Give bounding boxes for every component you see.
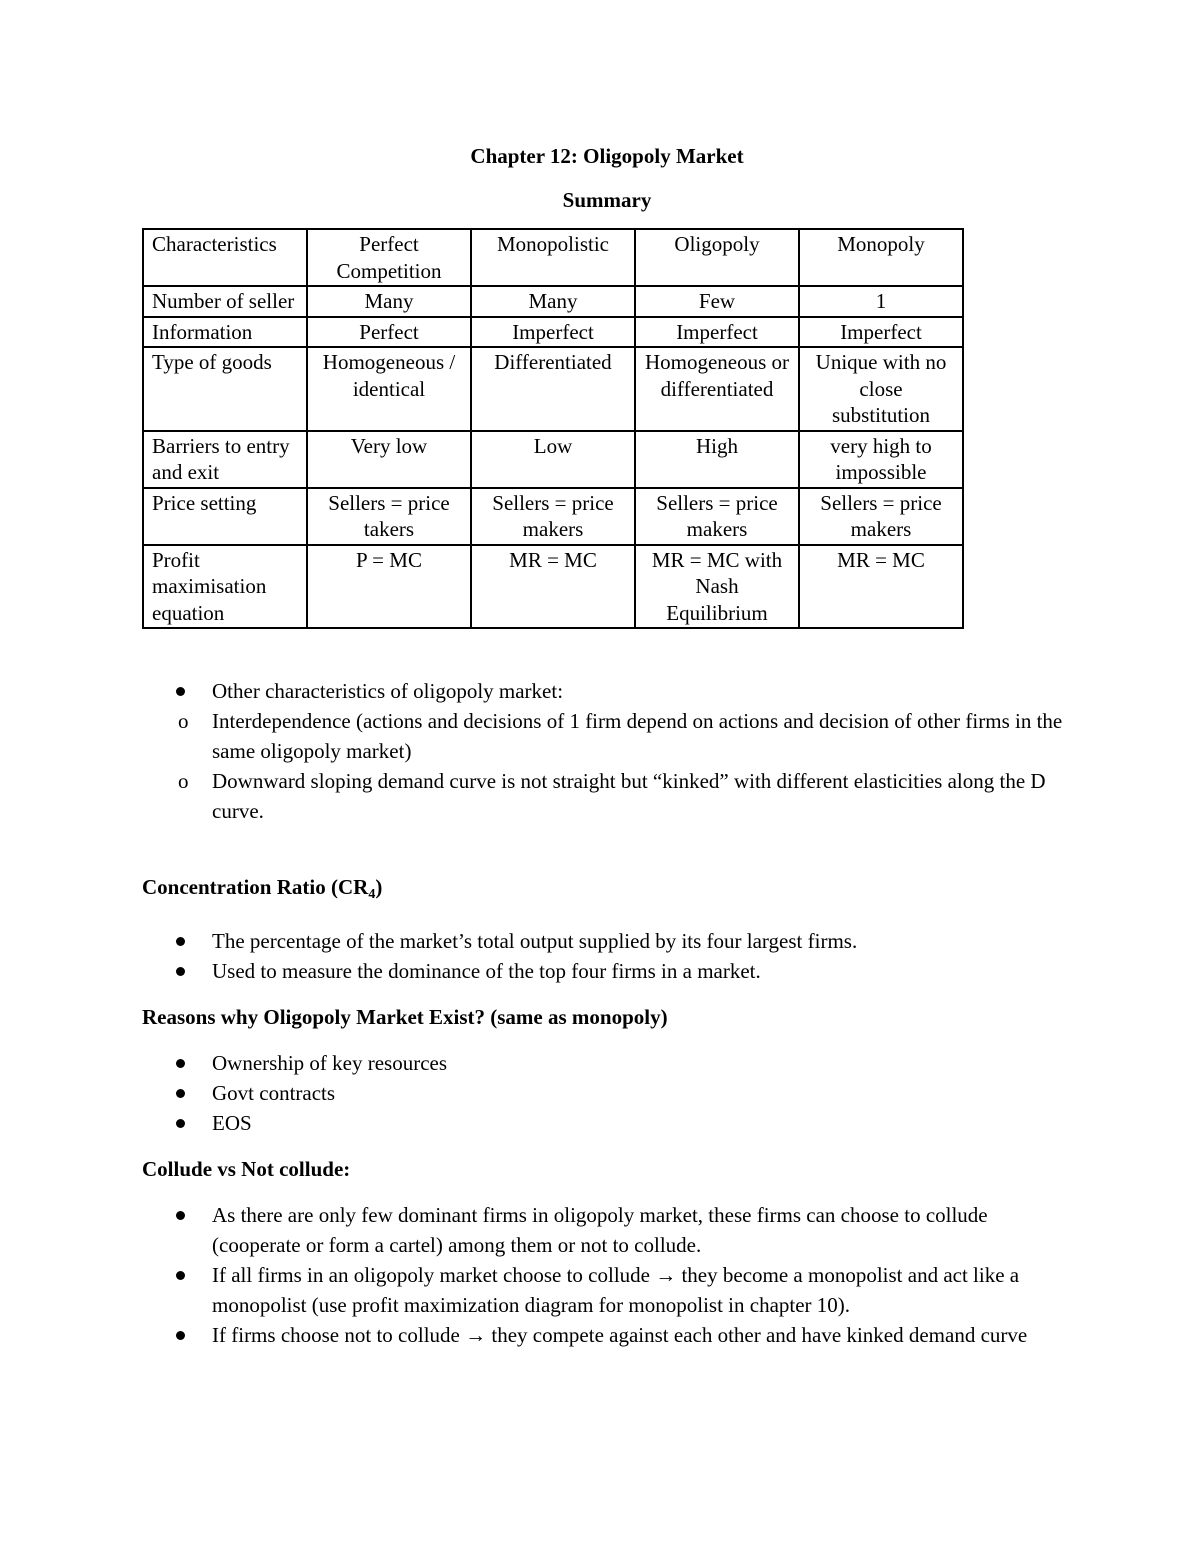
page-title: Chapter 12: Oligopoly Market <box>470 144 744 168</box>
table-cell: Imperfect <box>471 317 635 348</box>
table-row <box>143 545 963 629</box>
table-cell: Sellers = price makers <box>799 488 963 545</box>
list-item: EOS <box>142 1108 1072 1138</box>
other-characteristics-list <box>142 676 1072 826</box>
list-item: Used to measure the dominance of the top four firms in a market. <box>142 956 1072 986</box>
concentration-heading-text: Concentration Ratio (CR <box>142 875 369 899</box>
concentration-heading-sub: 4 <box>368 887 376 902</box>
page-subtitle: Summary <box>562 188 652 212</box>
table-cell: Low <box>471 431 635 488</box>
table-cell: Homogeneous / identical <box>307 347 471 431</box>
table-cell: MR = MC <box>471 545 635 629</box>
table-cell: Imperfect <box>799 317 963 348</box>
table-cell: Many <box>307 286 471 317</box>
list-item <box>142 676 1072 826</box>
table-cell: Few <box>635 286 799 317</box>
list-item: The percentage of the market’s total output supplied by its four largest firms. <box>142 926 1072 956</box>
table-header-cell: Monopolistic <box>471 229 635 286</box>
table-cell: Unique with no close substitution <box>799 347 963 431</box>
table-cell: Imperfect <box>635 317 799 348</box>
table-row <box>143 286 963 317</box>
collude-heading: Collude vs Not collude: <box>142 1157 351 1181</box>
reasons-list <box>142 1048 1072 1138</box>
document-page <box>142 140 1072 1350</box>
table-cell: MR = MC <box>799 545 963 629</box>
table-header-cell: Perfect Competition <box>307 229 471 286</box>
table-header-cell: Oligopoly <box>635 229 799 286</box>
table-cell: Sellers = price takers <box>307 488 471 545</box>
table-cell: 1 <box>799 286 963 317</box>
table-cell: very high to impossible <box>799 431 963 488</box>
concentration-list <box>142 926 1072 986</box>
sub-list-item: o Downward sloping demand curve is not straight but “kinked” with different elasticities along the D curve. <box>142 766 1072 826</box>
table-cell: Many <box>471 286 635 317</box>
table-cell: High <box>635 431 799 488</box>
concentration-heading-close: ) <box>375 875 383 899</box>
summary-table <box>142 228 964 629</box>
table-row-label: Price setting <box>143 488 307 545</box>
table-header-cell: Characteristics <box>143 229 307 286</box>
table-row <box>143 317 963 348</box>
table-cell: MR = MC with Nash Equilibrium <box>635 545 799 629</box>
list-item: Govt contracts <box>142 1078 1072 1108</box>
list-item: As there are only few dominant firms in oligopoly market, these firms can choose to collude (cooperate or form a cartel) among them or not to collude. <box>142 1200 1072 1260</box>
table-cell: Differentiated <box>471 347 635 431</box>
table-cell: Homogeneous or differentiated <box>635 347 799 431</box>
table-header-row <box>143 229 963 286</box>
reasons-heading: Reasons why Oligopoly Market Exist? (same as monopoly) <box>142 1005 668 1029</box>
table-row-label: Profit maximisation equation <box>143 545 307 629</box>
table-row-label: Type of goods <box>143 347 307 431</box>
sub-list <box>142 706 1072 826</box>
table-row <box>143 488 963 545</box>
concentration-heading <box>142 872 1072 910</box>
collude-list <box>142 1200 1072 1350</box>
list-item: Ownership of key resources <box>142 1048 1072 1078</box>
sub-list-item: o Interdependence (actions and decisions of 1 firm depend on actions and decision of other firms in the same oligopoly market) <box>142 706 1072 766</box>
list-item-text: Other characteristics of oligopoly market: <box>212 679 564 703</box>
table-row-label: Barriers to entry and exit <box>143 431 307 488</box>
table-header-cell: Monopoly <box>799 229 963 286</box>
list-item: If all firms in an oligopoly market choose to collude → they become a monopolist and act like a monopolist (use profit maximization diagram for monopolist in chapter 10). <box>142 1260 1072 1320</box>
list-item: If firms choose not to collude → they compete against each other and have kinked demand curve <box>142 1320 1072 1350</box>
table-cell: Sellers = price makers <box>635 488 799 545</box>
table-cell: Very low <box>307 431 471 488</box>
table-row-label: Number of seller <box>143 286 307 317</box>
table-row <box>143 431 963 488</box>
table-row <box>143 347 963 431</box>
table-cell: Perfect <box>307 317 471 348</box>
table-cell: Sellers = price makers <box>471 488 635 545</box>
table-cell: P = MC <box>307 545 471 629</box>
table-row-label: Information <box>143 317 307 348</box>
